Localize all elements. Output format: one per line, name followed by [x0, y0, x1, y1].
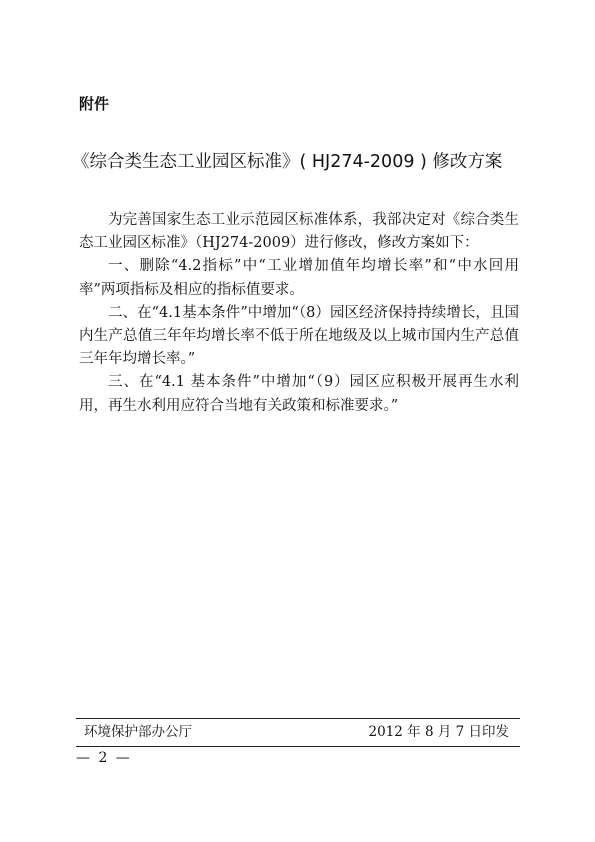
issuing-office: 环境保护部办公厅 — [84, 724, 192, 740]
footer-bottom-divider — [76, 746, 520, 747]
issue-date: 2012 年 8 月 7 日印发 — [368, 724, 509, 740]
document-title: 《综合类生态工业园区标准》( HJ274-2009 ) 修改方案 — [72, 152, 503, 172]
intro-paragraph: 为完善国家生态工业示范园区标准体系，我部决定对《综合类生态工业园区标准》（HJ274-2009）进行修改，修改方案如下： — [79, 212, 519, 252]
document-body — [79, 209, 519, 418]
amendment-item-2: 二、在“4.1基本条件”中增加“（8）园区经济保持持续增长，且国内生产总值三年年均增长率不低于所在地级及以上城市国内生产总值三年年均增长率。” — [79, 304, 519, 368]
attachment-label: 附件 — [79, 95, 110, 113]
amendment-item-1: 一、删除“4.2指标”中“工业增加值年均增长率”和“中水回用率”两项指标及相应的指标值要求。 — [79, 258, 519, 298]
amendment-item-3: 三、在“4.1 基本条件”中增加“（9）园区应积极开展再生水利用，再生水利用应符合当地有关政策和标准要求。” — [79, 374, 519, 414]
page-number: — 2 — — [76, 750, 132, 766]
footer-top-divider — [76, 718, 520, 719]
